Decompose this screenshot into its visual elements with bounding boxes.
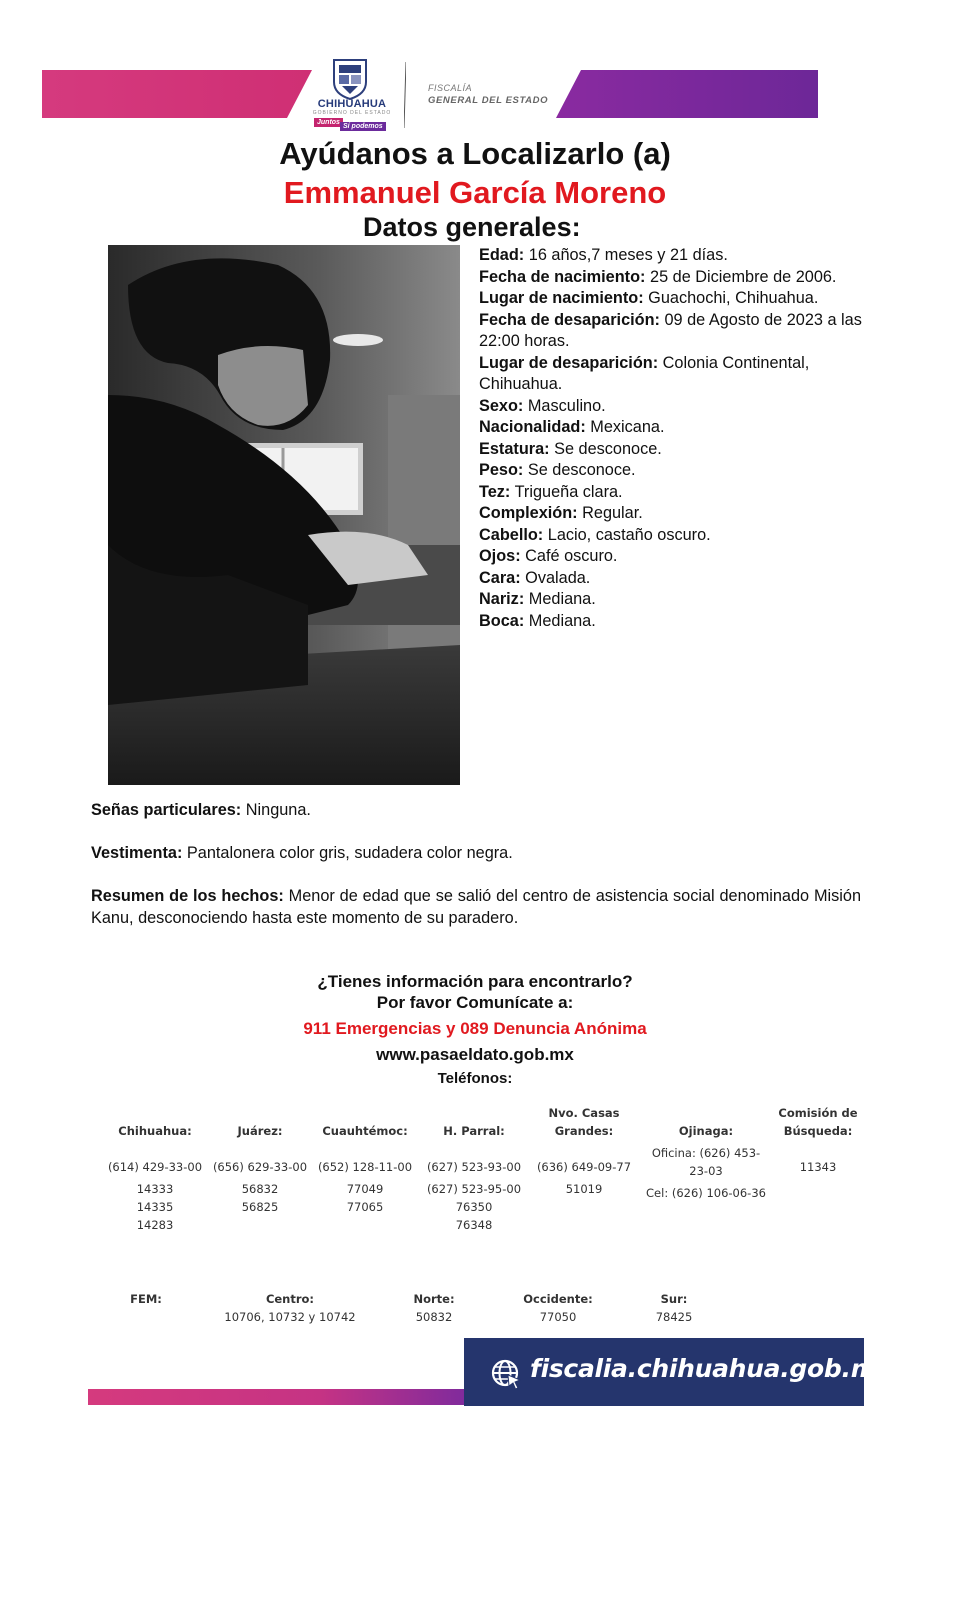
detail-label: Boca:	[479, 611, 525, 630]
detail-lugar-nacimiento	[479, 288, 869, 310]
header-divider	[404, 62, 406, 128]
phone-column-juarez	[208, 1104, 312, 1216]
resumen-label: Resumen de los hechos:	[91, 887, 284, 905]
phone-column-head: Nvo. Casas Grandes:	[548, 1106, 620, 1138]
detail-label: Tez:	[479, 482, 511, 501]
phone-number[interactable]: (614) 429-33-00	[107, 1160, 203, 1174]
detail-label: Cara:	[479, 568, 521, 587]
detail-nariz	[479, 589, 869, 611]
phone-column-comision-busqueda	[772, 1104, 864, 1176]
phones-label: Teléfonos:	[437, 1070, 513, 1087]
phone-column-nuevo-casas-grandes	[530, 1104, 638, 1198]
phone-column-head: Ojinaga:	[678, 1124, 734, 1138]
detail-value: Trigueña clara.	[510, 482, 623, 501]
phone-number[interactable]: 56825	[241, 1200, 279, 1214]
phone-column-chihuahua	[100, 1104, 210, 1234]
contact-question: ¿Tienes información para encontrarlo?	[317, 972, 633, 991]
detail-tez	[479, 482, 869, 504]
detail-value: 09 de Agosto de 2023 a las 22:00 horas.	[479, 310, 862, 350]
agency-line2: GENERAL DEL ESTADO	[428, 95, 549, 106]
region-centro	[220, 1290, 360, 1326]
slogan-badge	[314, 118, 386, 132]
vestimenta-value: Pantalonera color gris, sudadera color negra.	[182, 844, 513, 862]
detail-label: Fecha de desaparición:	[479, 310, 660, 329]
phone-number[interactable]: 77049	[346, 1182, 384, 1196]
missing-person-photo	[108, 245, 460, 785]
detail-cabello	[479, 525, 869, 547]
detail-label: Sexo:	[479, 396, 524, 415]
detail-value: Mexicana.	[585, 418, 665, 436]
detail-value: Café oscuro.	[520, 547, 618, 565]
detail-value: Ovalada.	[520, 568, 591, 587]
section-title: Datos generales:	[363, 212, 581, 242]
website-link[interactable]: www.pasaeldato.gob.mx	[376, 1045, 574, 1064]
detail-label: Peso:	[479, 461, 524, 479]
state-name: CHIHUAHUA	[317, 98, 387, 110]
missing-person-name: Emmanuel García Moreno	[283, 175, 667, 210]
region-fem	[106, 1290, 186, 1308]
region-head: Occidente:	[523, 1292, 593, 1306]
phone-number[interactable]: 14333	[136, 1182, 174, 1196]
phone-number[interactable]: (656) 629-33-00	[212, 1160, 308, 1174]
region-head: FEM:	[130, 1292, 162, 1306]
phone-number[interactable]: 56832	[241, 1182, 279, 1196]
phone-number[interactable]: 76350	[455, 1200, 493, 1214]
vestimenta-label: Vestimenta:	[91, 844, 183, 862]
header-purple-banner	[556, 70, 818, 118]
contact-please: Por favor Comunícate a:	[376, 993, 574, 1012]
detail-fecha-desaparicion	[479, 310, 869, 353]
detail-fecha-nacimiento	[479, 267, 869, 289]
detail-label: Lugar de nacimiento:	[479, 289, 644, 307]
detail-value: Mediana.	[524, 611, 596, 630]
phone-column-head: Chihuahua:	[118, 1124, 192, 1138]
phone-number[interactable]: (652) 128-11-00	[317, 1160, 413, 1174]
region-number[interactable]: 77050	[539, 1310, 577, 1324]
detail-value: Guachochi, Chihuahua.	[643, 289, 819, 307]
agency-line1: FISCALÍA	[428, 83, 473, 93]
chihuahua-seal-logo	[330, 56, 370, 100]
phone-number[interactable]: (627) 523-93-00	[426, 1160, 522, 1174]
phone-number[interactable]: Cel: (626) 106-06-36	[646, 1186, 766, 1200]
detail-ojos	[479, 546, 869, 568]
region-number[interactable]: 10706, 10732 y 10742	[224, 1310, 356, 1324]
detail-complexion	[479, 503, 869, 525]
region-sur	[634, 1290, 714, 1326]
phone-number[interactable]: 14335	[136, 1200, 174, 1214]
phone-column-ojinaga	[642, 1104, 770, 1202]
detail-label: Nariz:	[479, 590, 525, 608]
detail-label: Lugar de desaparición:	[479, 353, 659, 372]
vestimenta	[91, 843, 861, 865]
phone-column-cuauhtemoc	[313, 1104, 417, 1216]
detail-value: Mediana.	[524, 590, 596, 608]
state-subtitle: GOBIERNO DEL ESTADO	[312, 110, 392, 116]
phone-number[interactable]: Oficina: (626) 453-23-03	[651, 1146, 761, 1178]
detail-label: Nacionalidad:	[479, 418, 586, 436]
phone-number[interactable]: 51019	[565, 1182, 603, 1196]
detail-value: Regular.	[577, 504, 643, 522]
detail-label: Ojos:	[479, 547, 521, 565]
phone-number[interactable]: (627) 523-95-00	[426, 1182, 522, 1196]
region-number[interactable]: 78425	[655, 1310, 693, 1324]
emergency-numbers: 911 Emergencias y 089 Denuncia Anónima	[303, 1019, 647, 1038]
detail-label: Edad:	[479, 246, 525, 264]
globe-cursor-icon	[490, 1358, 522, 1390]
phone-column-head: Comisión de Búsqueda:	[778, 1106, 858, 1138]
region-head: Norte:	[413, 1292, 455, 1306]
header-pink-banner	[42, 70, 312, 118]
phone-column-parral	[422, 1104, 526, 1234]
detail-estatura	[479, 439, 869, 461]
detail-value: 25 de Diciembre de 2006.	[645, 267, 837, 286]
detail-peso	[479, 460, 869, 482]
slogan-part1: Juntos	[314, 118, 343, 127]
slogan-part2: Sí podemos	[340, 122, 386, 131]
region-number[interactable]: 50832	[415, 1310, 453, 1324]
detail-value: Se desconoce.	[549, 439, 662, 458]
phone-number[interactable]: 76348	[455, 1218, 493, 1232]
detail-value: Masculino.	[523, 396, 606, 415]
detail-lugar-desaparicion	[479, 353, 869, 396]
senas-value: Ninguna.	[241, 801, 311, 819]
phone-column-head: H. Parral:	[443, 1124, 505, 1138]
phone-number[interactable]: (636) 649-09-77	[536, 1160, 632, 1174]
phone-column-head: Cuauhtémoc:	[322, 1124, 408, 1138]
senas-label: Señas particulares:	[91, 801, 242, 819]
detail-label: Fecha de nacimiento:	[479, 267, 646, 286]
phone-number[interactable]: 77065	[346, 1200, 384, 1214]
detail-value: Se desconoce.	[523, 461, 636, 479]
detail-label: Estatura:	[479, 439, 550, 458]
detail-sexo	[479, 396, 869, 418]
region-norte	[394, 1290, 474, 1326]
resumen-hechos	[91, 886, 861, 929]
detail-value: 16 años,7 meses y 21 días.	[524, 246, 728, 264]
help-title: Ayúdanos a Localizarlo (a)	[279, 136, 671, 171]
detail-edad	[479, 245, 869, 267]
detail-label: Complexión:	[479, 504, 578, 522]
detail-nacionalidad	[479, 417, 869, 439]
detail-cara	[479, 568, 869, 590]
detail-boca	[479, 611, 869, 633]
phone-number[interactable]: 14283	[136, 1218, 174, 1232]
phone-column-head: Juárez:	[237, 1124, 283, 1138]
senas-particulares	[91, 800, 861, 822]
detail-value: Lacio, castaño oscuro.	[543, 525, 711, 544]
detail-value: Colonia Continental, Chihuahua.	[479, 353, 810, 393]
detail-label: Cabello:	[479, 525, 544, 544]
general-data-list	[479, 245, 869, 632]
region-occidente	[510, 1290, 606, 1326]
phone-number[interactable]: 11343	[799, 1160, 837, 1174]
region-head: Sur:	[660, 1292, 688, 1306]
footer-url[interactable]: fiscalia.chihuahua.gob.mx	[530, 1354, 893, 1383]
region-head: Centro:	[265, 1292, 315, 1306]
resumen-value: Menor de edad que se salió del centro de asistencia social denominado Misión Kanu, desconociendo hasta este momento de su paradero.	[91, 887, 861, 927]
